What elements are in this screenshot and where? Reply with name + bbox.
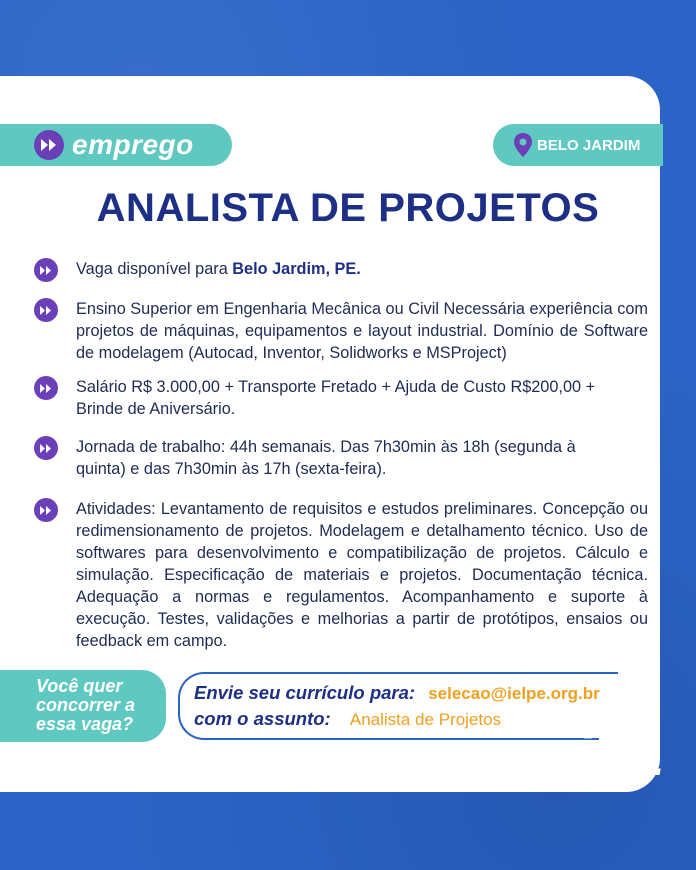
list-item [34, 298, 648, 364]
list-item-text: Atividades: Levantamento de requisitos e estudos preliminares. Concepção ou redimensionamento de projetos. Modelagem e detalhamento técnico. Uso de softwares para desenvolvimento e compatibilização de projetos. Cálculo e simulação. Especificação de materiais e projetos. Documentação técnica. Adequação a normas e regulamentos. Acompanhamento e suporte à execução. Testes, validações e melhorias a partir de protótipos, ensaios ou feedback em campo. [76, 500, 648, 650]
category-pill-content [0, 129, 226, 161]
list-item [34, 436, 614, 480]
list-item-text: Ensino Superior em Engenharia Mecânica ou Civil Necessária experiência com projetos de máquinas, equipamentos e layout industrial. Domínio de Software de modelagem (Autocad, Inventor, Solidworks e MSProject) [76, 300, 648, 362]
cta-question: Você quer concorrer a essa vaga? [36, 676, 136, 734]
cta-subject-line [194, 708, 501, 730]
job-title: ANALISTA DE PROJETOS [96, 186, 600, 230]
list-item-text: Vaga disponível para Belo Jardim, PE. [76, 260, 361, 278]
fast-forward-icon [34, 130, 64, 160]
list-item [34, 498, 648, 652]
list-item-text: Salário R$ 3.000,00 + Transporte Fretado + Ajuda de Custo R$200,00 + Brinde de Aniversário. [76, 378, 596, 418]
send-label: Envie seu currículo para: [194, 682, 416, 703]
bullet-icon [34, 376, 58, 400]
subject-value: Analista de Projetos [349, 710, 502, 729]
map-pin-icon [513, 132, 533, 158]
list-item-text: Jornada de trabalho: 44h semanais. Das 7h30min às 18h (segunda à quinta) e das 7h30min às 17h (sexta-feira). [76, 438, 576, 478]
list-item [34, 258, 644, 282]
bullet-icon [34, 498, 58, 522]
email-link[interactable]: selecao@ielpe.org.br [428, 684, 600, 703]
subject-label: com o assunto: [194, 708, 331, 729]
iel-logo: iEL [576, 723, 664, 788]
bullet-icon [34, 258, 58, 282]
list-item [34, 376, 634, 420]
bullet-icon [34, 436, 58, 460]
location-pill [493, 124, 663, 166]
location-label: BELO JARDIM [537, 136, 641, 154]
category-label: emprego [72, 129, 194, 160]
cta-send-line [194, 682, 600, 704]
bullet-icon [34, 298, 58, 322]
